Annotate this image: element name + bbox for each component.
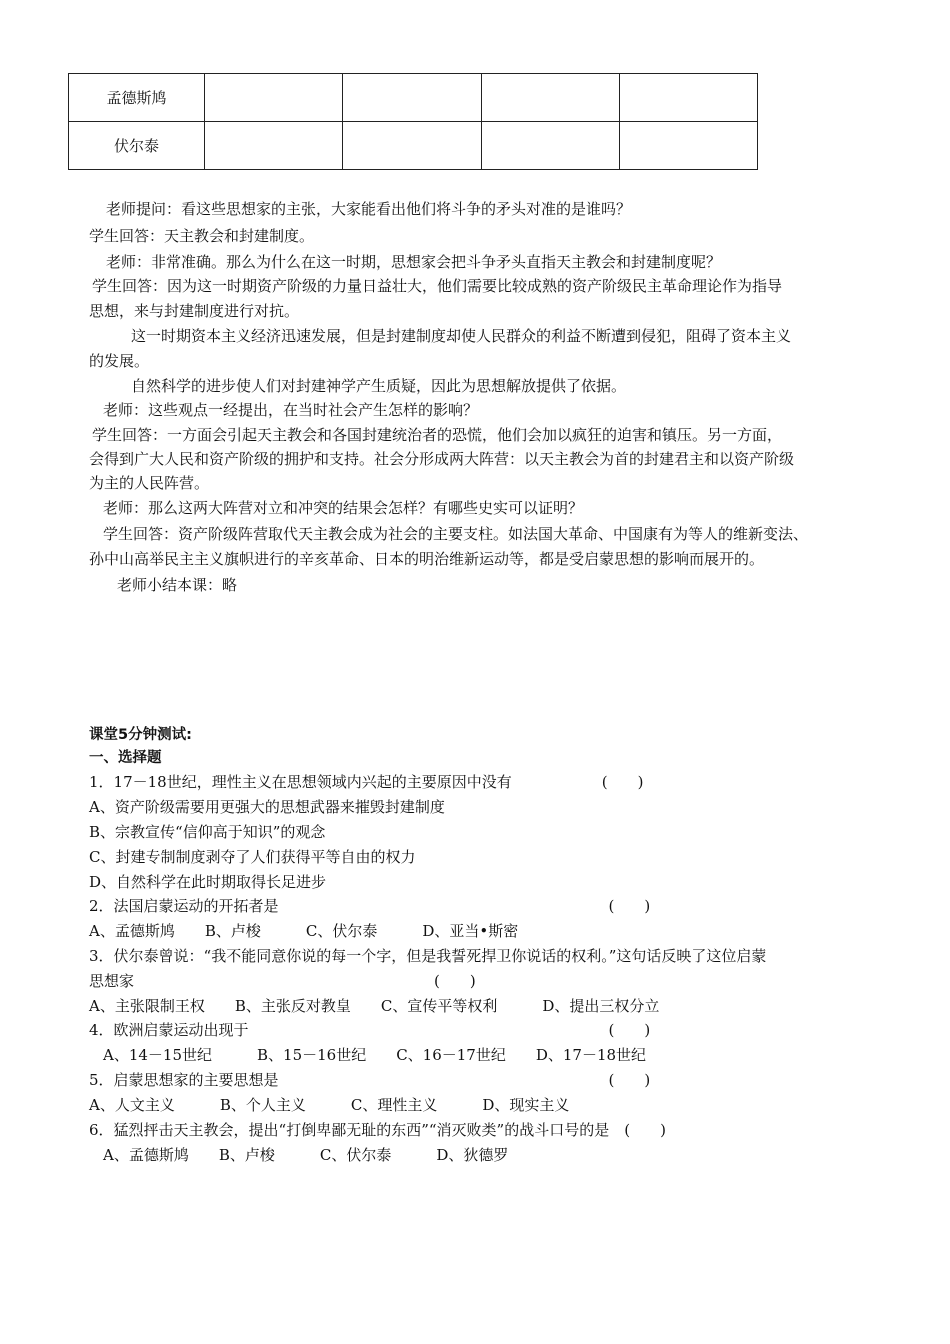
quiz-line: B、宗教宣传“信仰高于知识”的观念 [89, 823, 326, 841]
thinker-name-cell: 伏尔泰 [69, 122, 205, 170]
dialogue-line: 学生回答：资产阶级阵营取代天主教会成为社会的主要支柱。如法国大革命、中国康有为等人的维新变法、 [103, 525, 809, 543]
quiz-line: 2．法国启蒙运动的开拓者是 ( ) [89, 897, 651, 915]
table-cell [343, 74, 481, 122]
dialogue-line: 孙中山高举民主主义旗帜进行的辛亥革命、日本的明治维新运动等，都是受启蒙思想的影响而展开的。 [89, 550, 765, 568]
table-cell [343, 122, 481, 170]
quiz-line: A、资产阶级需要用更强大的思想武器来摧毁封建制度 [89, 798, 445, 816]
table-cell [205, 74, 343, 122]
dialogue-line: 老师：这些观点一经提出，在当时社会产生怎样的影响？ [103, 401, 479, 419]
table-row [69, 122, 758, 170]
quiz-line: 6．猛烈抨击天主教会，提出“打倒卑鄙无耻的东西”“消灭败类”的战斗口号的是 ( ) [89, 1121, 666, 1139]
quiz-section-heading: 一、选择题 [89, 750, 162, 766]
dialogue-line: 学生回答：因为这一时期资产阶级的力量日益壮大，他们需要比较成熟的资产阶级民主革命理论作为指导 [92, 277, 783, 295]
table-cell [481, 122, 619, 170]
dialogue-line: 学生回答：一方面会引起天主教会和各国封建统治者的恐慌，他们会加以疯狂的迫害和镇压。另一方面， [92, 426, 783, 444]
dialogue-line: 老师提问：看这些思想家的主张，大家能看出他们将斗争的矛头对准的是谁吗？ [106, 200, 632, 218]
quiz-line: A、孟德斯鸠 B、卢梭 C、伏尔泰 D、狄德罗 [103, 1146, 509, 1164]
dialogue-line: 思想，来与封建制度进行对抗。 [89, 302, 300, 320]
dialogue-line: 会得到广大人民和资产阶级的拥护和支持。社会分形成两大阵营：以天主教会为首的封建君主和以资产阶级 [89, 450, 795, 468]
table-row [69, 74, 758, 122]
thinker-name-cell: 孟德斯鸠 [69, 74, 205, 122]
quiz-line: A、主张限制王权 B、主张反对教皇 C、宣传平等权利 D、提出三权分立 [89, 997, 660, 1015]
table-cell [619, 74, 757, 122]
thinkers-table [68, 73, 758, 170]
quiz-line: 思想家 ( ) [89, 972, 476, 990]
dialogue-line: 的发展。 [89, 352, 150, 370]
quiz-line: D、自然科学在此时期取得长足进步 [89, 873, 327, 891]
quiz-title: 课堂5分钟测试: [89, 727, 192, 743]
quiz-line: A、孟德斯鸠 B、卢梭 C、伏尔泰 D、亚当•斯密 [89, 922, 519, 940]
quiz-line: A、人文主义 B、个人主义 C、理性主义 D、现实主义 [89, 1096, 570, 1114]
quiz-line: 3．伏尔泰曾说：“我不能同意你说的每一个字，但是我誓死捍卫你说话的权利。”这句话反映了这位启蒙 [89, 947, 767, 965]
dialogue-line: 学生回答：天主教会和封建制度。 [89, 227, 315, 245]
dialogue-line: 老师：那么这两大阵营对立和冲突的结果会怎样？有哪些史实可以证明？ [103, 499, 584, 517]
dialogue-line: 老师：非常准确。那么为什么在这一时期，思想家会把斗争矛头直指天主教会和封建制度呢？ [106, 253, 722, 271]
quiz-line: 1．17－18世纪，理性主义在思想领域内兴起的主要原因中没有 ( ) [89, 773, 644, 791]
dialogue-line: 这一时期资本主义经济迅速发展，但是封建制度却使人民群众的利益不断遭到侵犯，阻碍了资本主义 [131, 327, 792, 345]
quiz-line: 5．启蒙思想家的主要思想是 ( ) [89, 1071, 651, 1089]
table-cell [619, 122, 757, 170]
quiz-line: 4．欧洲启蒙运动出现于 ( ) [89, 1021, 651, 1039]
table-cell [481, 74, 619, 122]
quiz-line: A、14－15世纪 B、15－16世纪 C、16－17世纪 D、17－18世纪 [103, 1046, 647, 1064]
table-cell [205, 122, 343, 170]
quiz-line: C、封建专制制度剥夺了人们获得平等自由的权力 [89, 848, 416, 866]
dialogue-line: 自然科学的进步使人们对封建神学产生质疑，因此为思想解放提供了依据。 [131, 377, 627, 395]
dialogue-line: 老师小结本课：略 [117, 576, 238, 594]
dialogue-line: 为主的人民阵营。 [89, 474, 210, 492]
